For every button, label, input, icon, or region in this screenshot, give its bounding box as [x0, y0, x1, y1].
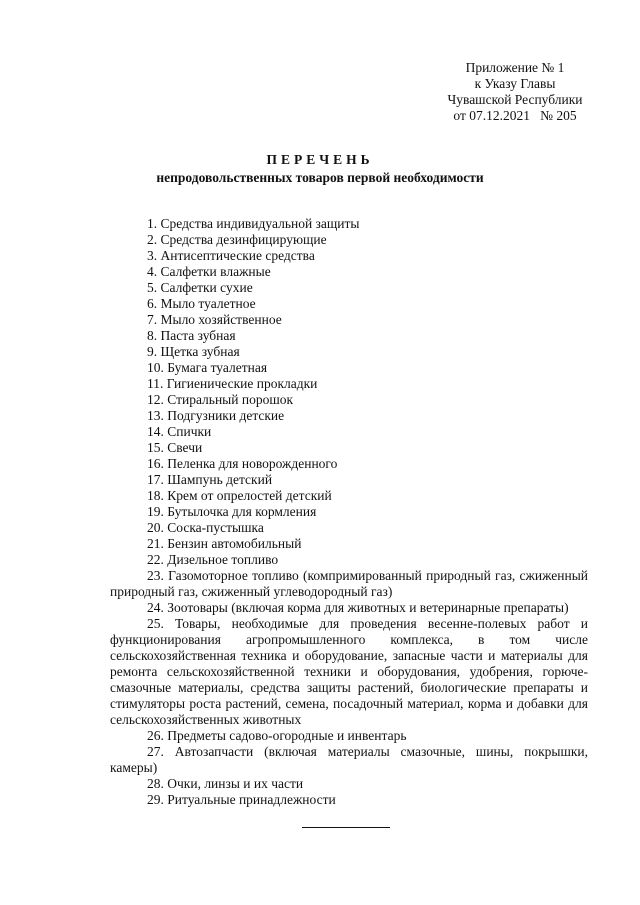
list-item: 26. Предметы садово-огородные и инвентарь — [147, 728, 407, 743]
list-item: 27. Автозапчасти (включая материалы смазочные, шины, покрышки, камеры) — [110, 744, 588, 775]
appendix-decree: к Указу Главы — [474, 76, 556, 91]
list-item: 9. Щетка зубная — [147, 344, 240, 359]
list-item: 2. Средства дезинфицирующие — [147, 232, 327, 247]
list-item: 22. Дизельное топливо — [147, 552, 279, 567]
list-item: 16. Пеленка для новорожденного — [147, 456, 338, 471]
list-item: 24. Зоотовары (включая корма для животных и ветеринарные препараты) — [147, 600, 569, 615]
list-item: 28. Очки, линзы и их части — [147, 776, 304, 791]
list-item: 4. Салфетки влажные — [147, 264, 271, 279]
list-item: 5. Салфетки сухие — [147, 280, 253, 295]
list-item: 10. Бумага туалетная — [147, 360, 268, 375]
list-item: 25. Товары, необходимые для проведения весенне-полевых работ и функционирования агропромышленного комплекса, в том числе сельскохозяйственная техника и оборудование, запасные части и материалы для ремонта сельскохозяйственной техники и оборудования, удобрения, горюче-смазочные материалы, средства защиты растений, биологические препараты и стимуляторы роста растений, семена, посадочный материал, корма и добавки для сельскохозяйственных животных — [110, 616, 588, 727]
list-item: 6. Мыло туалетное — [147, 296, 256, 311]
appendix-date: от 07.12.2021 № 205 — [453, 108, 577, 123]
list-item: 8. Паста зубная — [147, 328, 236, 343]
list-item: 1. Средства индивидуальной защиты — [147, 216, 360, 231]
end-divider — [302, 827, 390, 828]
document-subtitle: непродовольственных товаров первой необходимости — [156, 170, 484, 185]
list-item: 19. Бутылочка для кормления — [147, 504, 317, 519]
list-item: 18. Крем от опрелостей детский — [147, 488, 332, 503]
list-item: 23. Газомоторное топливо (компримированный природный газ, сжиженный природный газ, сжиженный углеводородный газ) — [110, 568, 588, 599]
list-item: 21. Бензин автомобильный — [147, 536, 302, 551]
appendix-number: Приложение № 1 — [465, 60, 565, 75]
list-item: 13. Подгузники детские — [147, 408, 285, 423]
list-item: 7. Мыло хозяйственное — [147, 312, 282, 327]
list-item: 29. Ритуальные принадлежности — [147, 792, 336, 807]
list-item: 12. Стиральный порошок — [147, 392, 294, 407]
list-item: 15. Свечи — [147, 440, 203, 455]
goods-list — [110, 216, 588, 808]
list-item: 20. Соска-пустышка — [147, 520, 264, 535]
appendix-header — [430, 60, 600, 124]
appendix-republic: Чувашской Республики — [447, 92, 583, 107]
list-item: 14. Спички — [147, 424, 212, 439]
list-item: 3. Антисептические средства — [147, 248, 315, 263]
document-title: ПЕРЕЧЕНЬ — [266, 152, 374, 167]
list-item: 17. Шампунь детский — [147, 472, 273, 487]
list-item: 11. Гигиенические прокладки — [147, 376, 318, 391]
